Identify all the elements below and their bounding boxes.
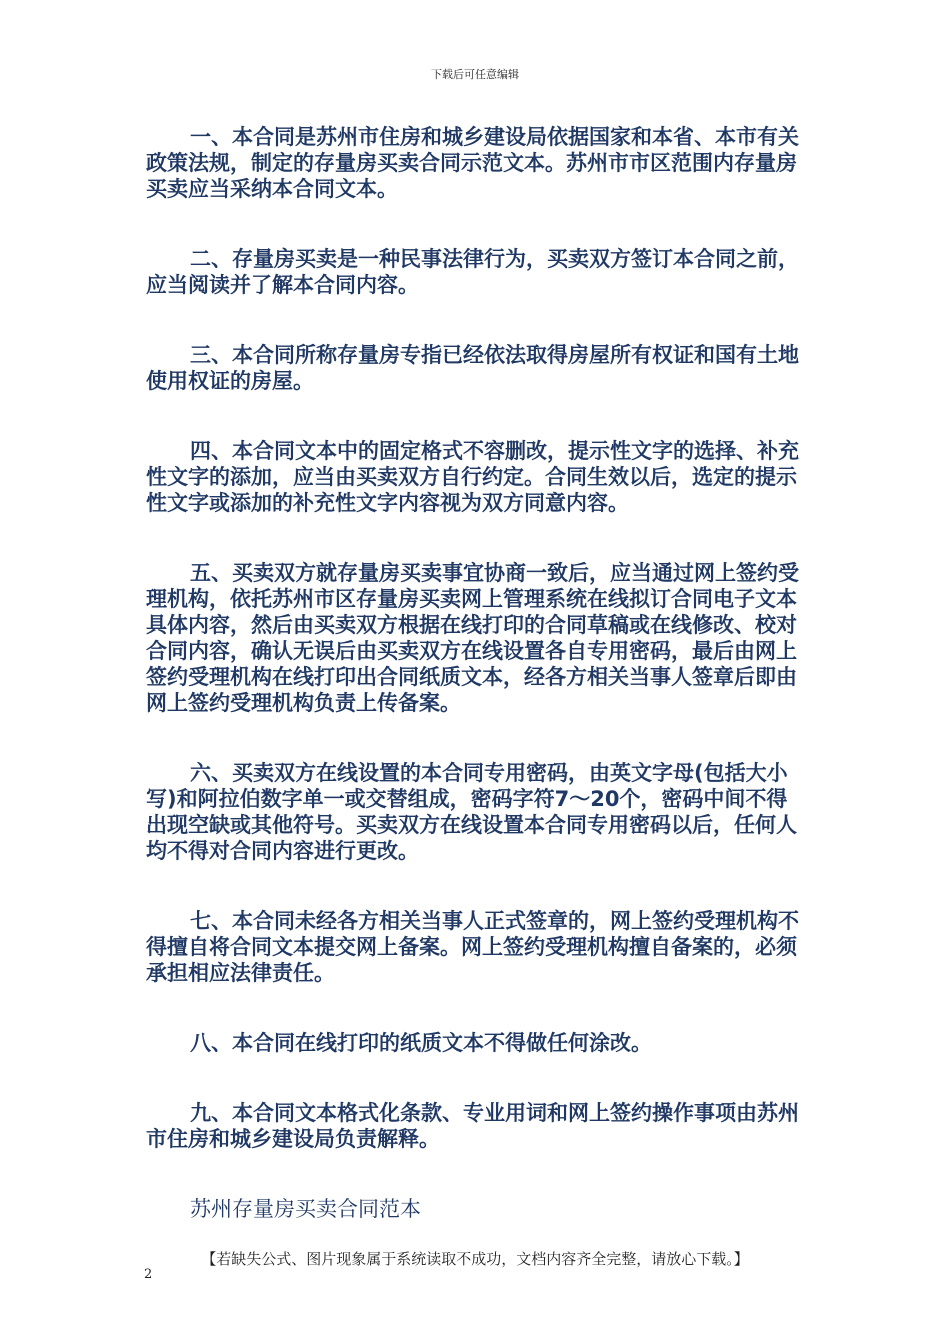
paragraph-9: 九、本合同文本格式化条款、专业用词和网上签约操作事项由苏州市住房和城乡建设局负责解释。	[146, 1101, 799, 1151]
paragraph-8: 八、本合同在线打印的纸质文本不得做任何涂改。	[190, 1031, 652, 1055]
paragraph-7: 七、本合同未经各方相关当事人正式签章的，网上签约受理机构不得擅自将合同文本提交网上备案。网上签约受理机构擅自备案的，必须承担相应法律责任。	[146, 909, 799, 985]
footer-note: 【若缺失公式、图片现象属于系统读取不成功，文档内容齐全完整，请放心下载。】	[201, 1250, 749, 1268]
paragraph-5: 五、买卖双方就存量房买卖事宜协商一致后，应当通过网上签约受理机构，依托苏州市区存量房买卖网上管理系统在线拟订合同电子文本具体内容，然后由买卖双方根据在线打印的合同草稿或在线修改、校对合同内容，确认无误后由买卖双方在线设置各自专用密码，最后由网上签约受理机构在线打印出合同纸质文本，经各方相关当事人签章后即由网上签约受理机构负责上传备案。	[146, 561, 799, 715]
paragraph-4: 四、本合同文本中的固定格式不容删改，提示性文字的选择、补充性文字的添加，应当由买卖双方自行约定。合同生效以后，选定的提示性文字或添加的补充性文字内容视为双方同意内容。	[146, 439, 799, 515]
paragraph-3: 三、本合同所称存量房专指已经依法取得房屋所有权证和国有土地使用权证的房屋。	[146, 343, 799, 393]
paragraph-2: 二、存量房买卖是一种民事法律行为，买卖双方签订本合同之前，应当阅读并了解本合同内容。	[146, 247, 799, 297]
page-header: 下载后可任意编辑	[431, 68, 519, 81]
paragraph-6: 六、买卖双方在线设置的本合同专用密码，由英文字母(包括大小写)和阿拉伯数字单一或交替组成，密码字符7～20个，密码中间不得出现空缺或其他符号。买卖双方在线设置本合同专用密码以后，任何人均不得对合同内容进行更改。	[146, 761, 797, 863]
document-body	[146, 124, 808, 1266]
page-number: 2	[144, 1267, 153, 1282]
closing-title: 苏州存量房买卖合同范本	[190, 1197, 421, 1221]
paragraph-1: 一、本合同是苏州市住房和城乡建设局依据国家和本省、本市有关政策法规，制定的存量房买卖合同示范文本。苏州市市区范围内存量房买卖应当采纳本合同文本。	[146, 125, 799, 201]
